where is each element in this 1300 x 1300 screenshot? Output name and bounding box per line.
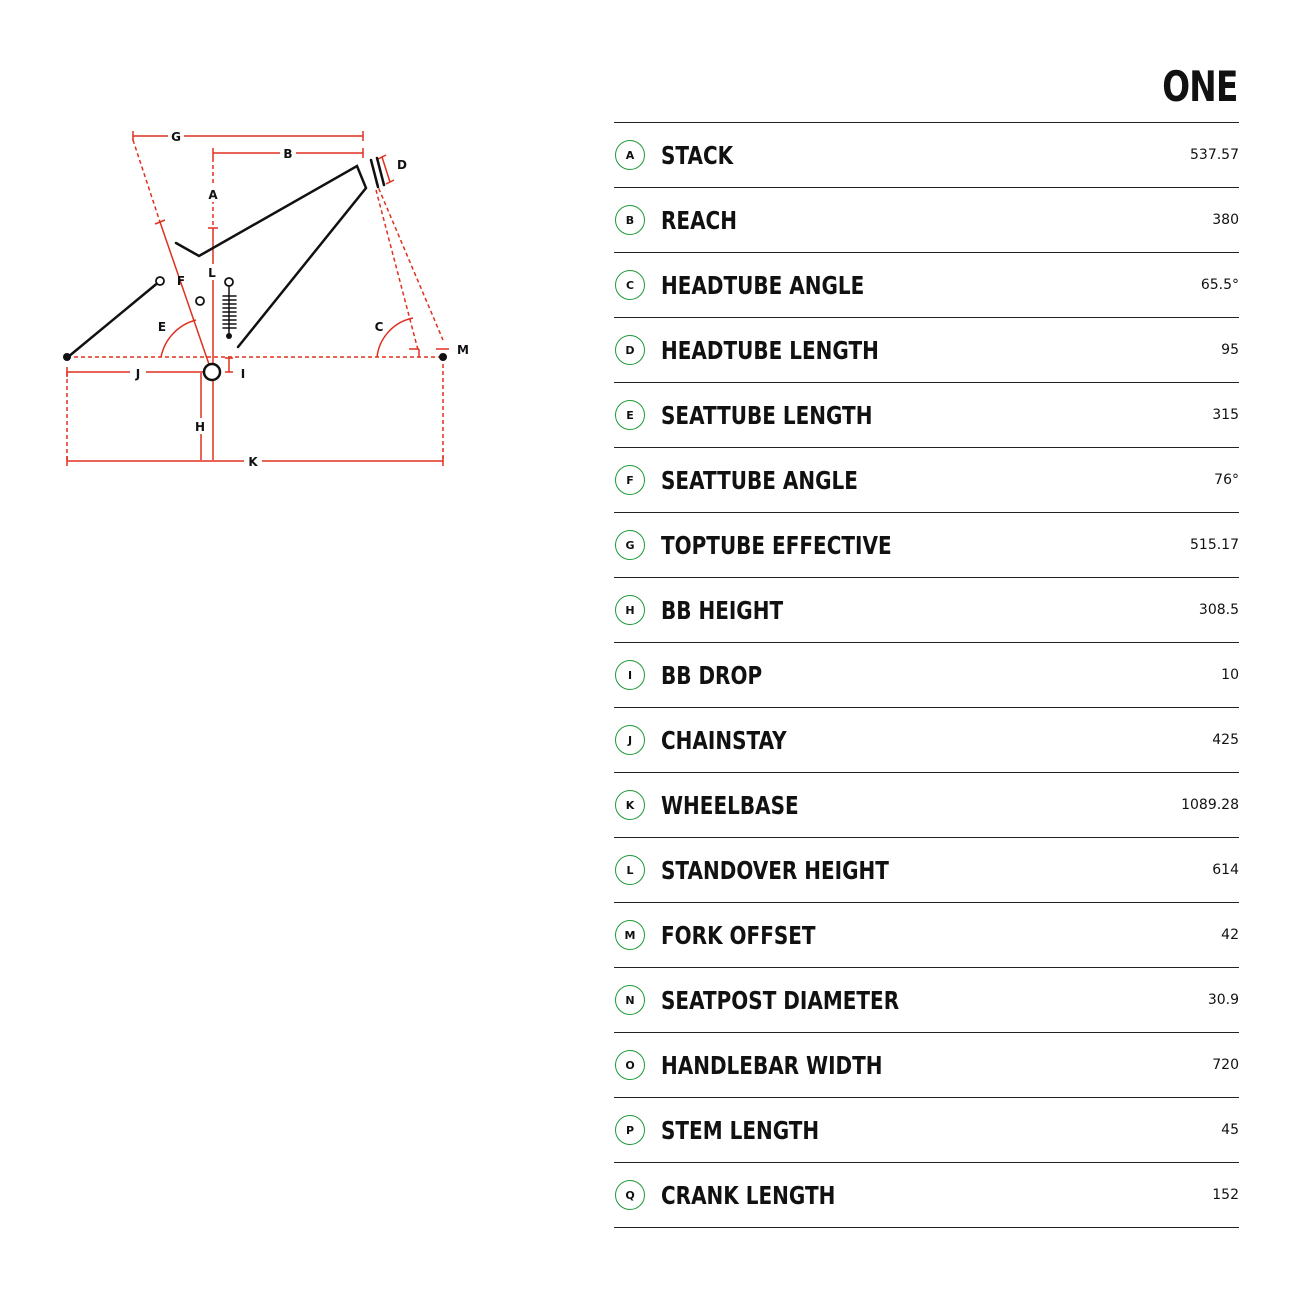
- measurement-value: 720: [1212, 1057, 1239, 1073]
- letter-badge: E: [615, 400, 645, 430]
- measurement-name: SEATTUBE ANGLE: [661, 465, 858, 495]
- frame-geometry-diagram: [0, 0, 560, 520]
- geometry-row: [614, 578, 1239, 643]
- diagram-label-c: C: [374, 320, 384, 334]
- diagram-label-i: I: [240, 367, 246, 381]
- measurement-value: 425: [1212, 732, 1239, 748]
- diagram-label-k: K: [248, 455, 258, 469]
- geometry-row: [614, 1098, 1239, 1163]
- model-title: ONE: [1162, 62, 1238, 111]
- letter-badge: C: [615, 270, 645, 300]
- measurement-name: WHEELBASE: [661, 790, 799, 820]
- letter-badge: P: [615, 1115, 645, 1145]
- geometry-row: [614, 708, 1239, 773]
- letter-badge: G: [615, 530, 645, 560]
- geometry-row: [614, 903, 1239, 968]
- geometry-table: [614, 122, 1239, 1228]
- geometry-row: [614, 773, 1239, 838]
- geometry-row: [614, 448, 1239, 513]
- measurement-name: STEM LENGTH: [661, 1115, 820, 1145]
- letter-badge: B: [615, 205, 645, 235]
- pivot-icon: [156, 277, 164, 285]
- measurement-value: 30.9: [1207, 992, 1239, 1008]
- measurement-value: 537.57: [1190, 147, 1239, 163]
- letter-badge: O: [615, 1050, 645, 1080]
- measurement-value: 76°: [1214, 472, 1239, 488]
- dim-arc-e: [161, 320, 196, 357]
- geometry-row: [614, 838, 1239, 903]
- frame-front-triangle: [176, 166, 366, 347]
- letter-badge: F: [615, 465, 645, 495]
- measurement-name: BB DROP: [661, 660, 763, 690]
- front-axle-icon: [439, 353, 447, 361]
- rear-axle-icon: [63, 353, 71, 361]
- pivot-icon: [226, 333, 232, 339]
- measurement-value: 95: [1221, 342, 1239, 358]
- letter-badge: K: [615, 790, 645, 820]
- diagram-label-l: L: [208, 266, 216, 280]
- measurement-value: 614: [1212, 862, 1239, 878]
- measurement-name: BB HEIGHT: [661, 595, 784, 625]
- measurement-name: CHAINSTAY: [661, 725, 787, 755]
- letter-badge: I: [615, 660, 645, 690]
- diagram-label-m: M: [457, 343, 469, 357]
- diagram-label-h: H: [194, 420, 206, 434]
- measurement-name: SEATPOST DIAMETER: [661, 985, 900, 1015]
- diagram-label-g: G: [171, 130, 181, 144]
- measurement-name: HEADTUBE ANGLE: [661, 270, 865, 300]
- letter-badge: N: [615, 985, 645, 1015]
- geometry-row: [614, 253, 1239, 318]
- geometry-row: [614, 1163, 1239, 1228]
- letter-badge: M: [615, 920, 645, 950]
- geometry-row: [614, 383, 1239, 448]
- diagram-label-b: B: [283, 147, 293, 161]
- diagram-label-f: F: [176, 274, 186, 288]
- measurement-value: 45: [1221, 1122, 1239, 1138]
- measurement-value: 515.17: [1190, 537, 1239, 553]
- measurement-value: 315: [1212, 407, 1239, 423]
- geometry-row: [614, 643, 1239, 708]
- diagram-label-a: A: [208, 188, 218, 202]
- diagram-label-d: D: [397, 158, 407, 172]
- geometry-row: [614, 1033, 1239, 1098]
- pivot-icon: [225, 278, 233, 286]
- measurement-value: 380: [1212, 212, 1239, 228]
- measurement-name: HEADTUBE LENGTH: [661, 335, 879, 365]
- dim-line-f: [157, 222, 212, 373]
- measurement-name: HANDLEBAR WIDTH: [661, 1050, 883, 1080]
- diagram-label-j: J: [135, 367, 141, 381]
- measurement-value: 65.5°: [1200, 277, 1239, 293]
- measurement-value: 1089.28: [1181, 797, 1239, 813]
- frame-seatstay: [68, 281, 160, 357]
- measurement-name: CRANK LENGTH: [661, 1180, 836, 1210]
- letter-badge: A: [615, 140, 645, 170]
- geometry-row: [614, 123, 1239, 188]
- geometry-row: [614, 318, 1239, 383]
- measurement-name: TOPTUBE EFFECTIVE: [661, 530, 892, 560]
- geometry-row: [614, 968, 1239, 1033]
- measurement-value: 152: [1212, 1187, 1239, 1203]
- measurement-name: REACH: [661, 205, 737, 235]
- diagram-label-e: E: [157, 320, 167, 334]
- bottom-bracket-icon: [204, 364, 220, 380]
- measurement-value: 308.5: [1198, 602, 1239, 618]
- letter-badge: L: [615, 855, 645, 885]
- pivot-icon: [196, 297, 204, 305]
- measurement-name: STACK: [661, 140, 734, 170]
- measurement-value: 10: [1221, 667, 1239, 683]
- geometry-row: [614, 513, 1239, 578]
- measurement-value: 42: [1221, 927, 1239, 943]
- letter-badge: J: [615, 725, 645, 755]
- measurement-name: FORK OFFSET: [661, 920, 816, 950]
- measurement-name: STANDOVER HEIGHT: [661, 855, 889, 885]
- measurement-name: SEATTUBE LENGTH: [661, 400, 873, 430]
- letter-badge: H: [615, 595, 645, 625]
- letter-badge: D: [615, 335, 645, 365]
- geometry-row: [614, 188, 1239, 253]
- letter-badge: Q: [615, 1180, 645, 1210]
